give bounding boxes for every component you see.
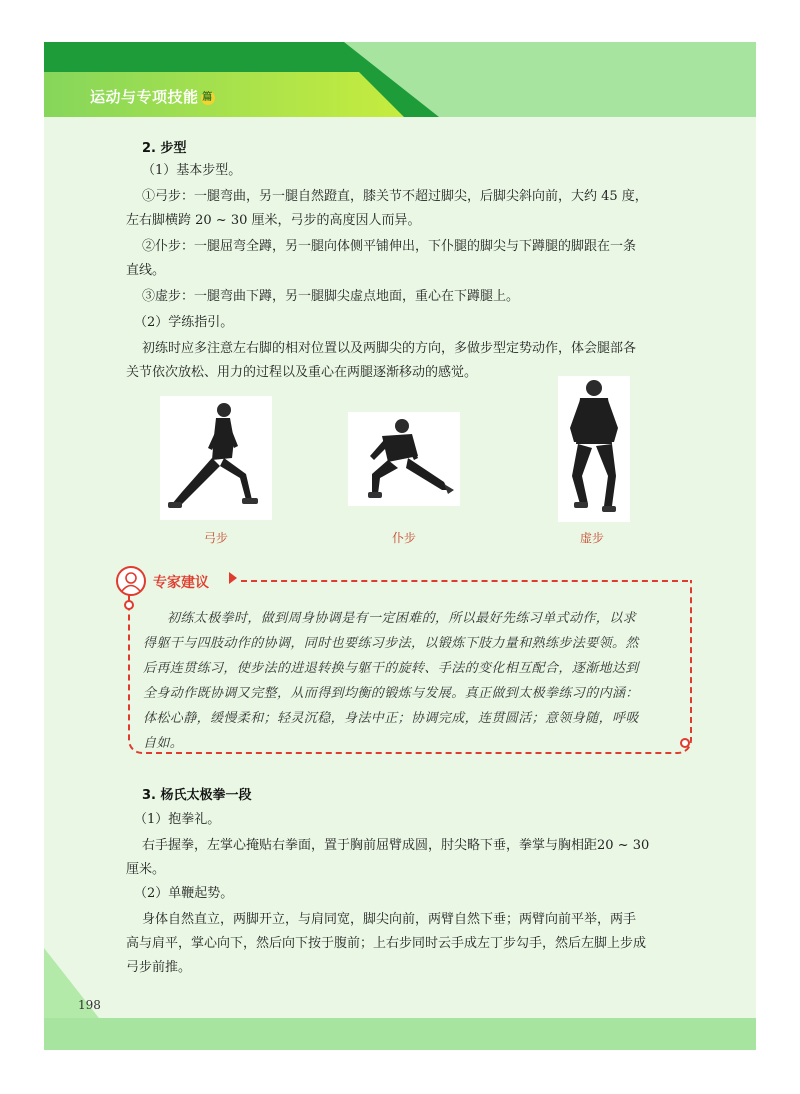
stance-figure-icon <box>558 376 630 522</box>
paragraph: ①弓步：一腿弯曲，另一腿自然蹬直，膝关节不超过脚尖，后脚尖斜向前，大约 45 度， <box>142 189 648 204</box>
paragraph: 左右脚横跨 20 ~ 30 厘米，弓步的高度因人而异。 <box>126 213 421 228</box>
paragraph: 初练时应多注意左右脚的相对位置以及两脚尖的方向，多做步型定势动作，体会腿部各 <box>142 341 637 356</box>
section-heading: 3. 杨氏太极拳一段 <box>142 788 252 803</box>
expert-avatar-icon <box>116 566 146 596</box>
expert-text-line: 体松心静，缓慢柔和；轻灵沉稳，身法中正；协调完成，连贯圆活；意领身随，呼吸 <box>143 711 639 726</box>
paragraph: ②仆步：一腿屈弯全蹲，另一腿向体侧平铺伸出，下仆腿的脚尖与下蹲腿的脚跟在一条 <box>142 239 637 254</box>
page-number: 198 <box>78 998 101 1012</box>
chapter-title: 运动与专项技能 篇 <box>90 88 213 106</box>
paragraph: 直线。 <box>126 263 166 278</box>
expert-title: 专家建议 <box>153 575 209 591</box>
paragraph: 高与肩平，掌心向下，然后向下按于腹前；上右步同时云手成左丁步勾手，然后左脚上步成 <box>126 936 647 951</box>
paragraph: （1）抱拳礼。 <box>134 812 221 827</box>
photo-xu-bu <box>558 376 630 522</box>
page <box>44 42 756 1050</box>
paragraph: 右手握拳，左掌心掩贴右拳面，置于胸前屈臂成圆，肘尖略下垂，拳掌与胸相距20 ~ 30 <box>142 838 650 853</box>
expert-text-line: 初练太极拳时，做到周身协调是有一定困难的，所以最好先练习单式动作，以求 <box>167 611 637 626</box>
expert-text-line: 得躯干与四肢动作的协调，同时也要练习步法，以锻炼下肢力量和熟练步法要领。然 <box>143 636 639 651</box>
footer-band <box>44 1018 756 1050</box>
paragraph: （1）基本步型。 <box>142 163 242 178</box>
chapter-badge-icon: 篇 <box>202 91 213 103</box>
photo-pu-bu <box>348 412 460 506</box>
paragraph: 厘米。 <box>126 862 166 877</box>
expert-text-line: 后再连贯练习，使步法的进退转换与躯干的旋转、手法的变化相互配合，逐渐地达到 <box>143 661 639 676</box>
paragraph: ③虚步：一腿弯曲下蹲，另一腿脚尖虚点地面，重心在下蹲腿上。 <box>142 289 520 304</box>
photo-caption: 虚步 <box>580 531 605 545</box>
photo-gong-bu <box>160 396 272 520</box>
paragraph: 身体自然直立，两脚开立，与肩同宽，脚尖向前，两臂自然下垂；两臂向前平举，两手 <box>142 912 637 927</box>
dot-icon <box>124 600 134 610</box>
photo-caption: 弓步 <box>204 531 229 545</box>
paragraph: （2）学练指引。 <box>134 315 234 330</box>
paragraph: 关节依次放松、用力的过程以及重心在两腿逐渐移动的感觉。 <box>126 365 478 380</box>
stance-figure-icon <box>348 412 460 506</box>
paragraph: （2）单鞭起势。 <box>134 886 234 901</box>
dot-icon <box>680 738 690 748</box>
play-arrow-icon <box>229 572 237 584</box>
paragraph: 弓步前推。 <box>126 960 192 975</box>
expert-text-line: 全身动作既协调又完整，从而得到均衡的锻炼与发展。真正做到太极拳练习的内涵： <box>143 686 639 701</box>
stance-figure-icon <box>160 396 272 520</box>
photo-caption: 仆步 <box>392 531 417 545</box>
section-heading: 2. 步型 <box>142 141 187 156</box>
expert-text-line: 自如。 <box>143 736 184 751</box>
